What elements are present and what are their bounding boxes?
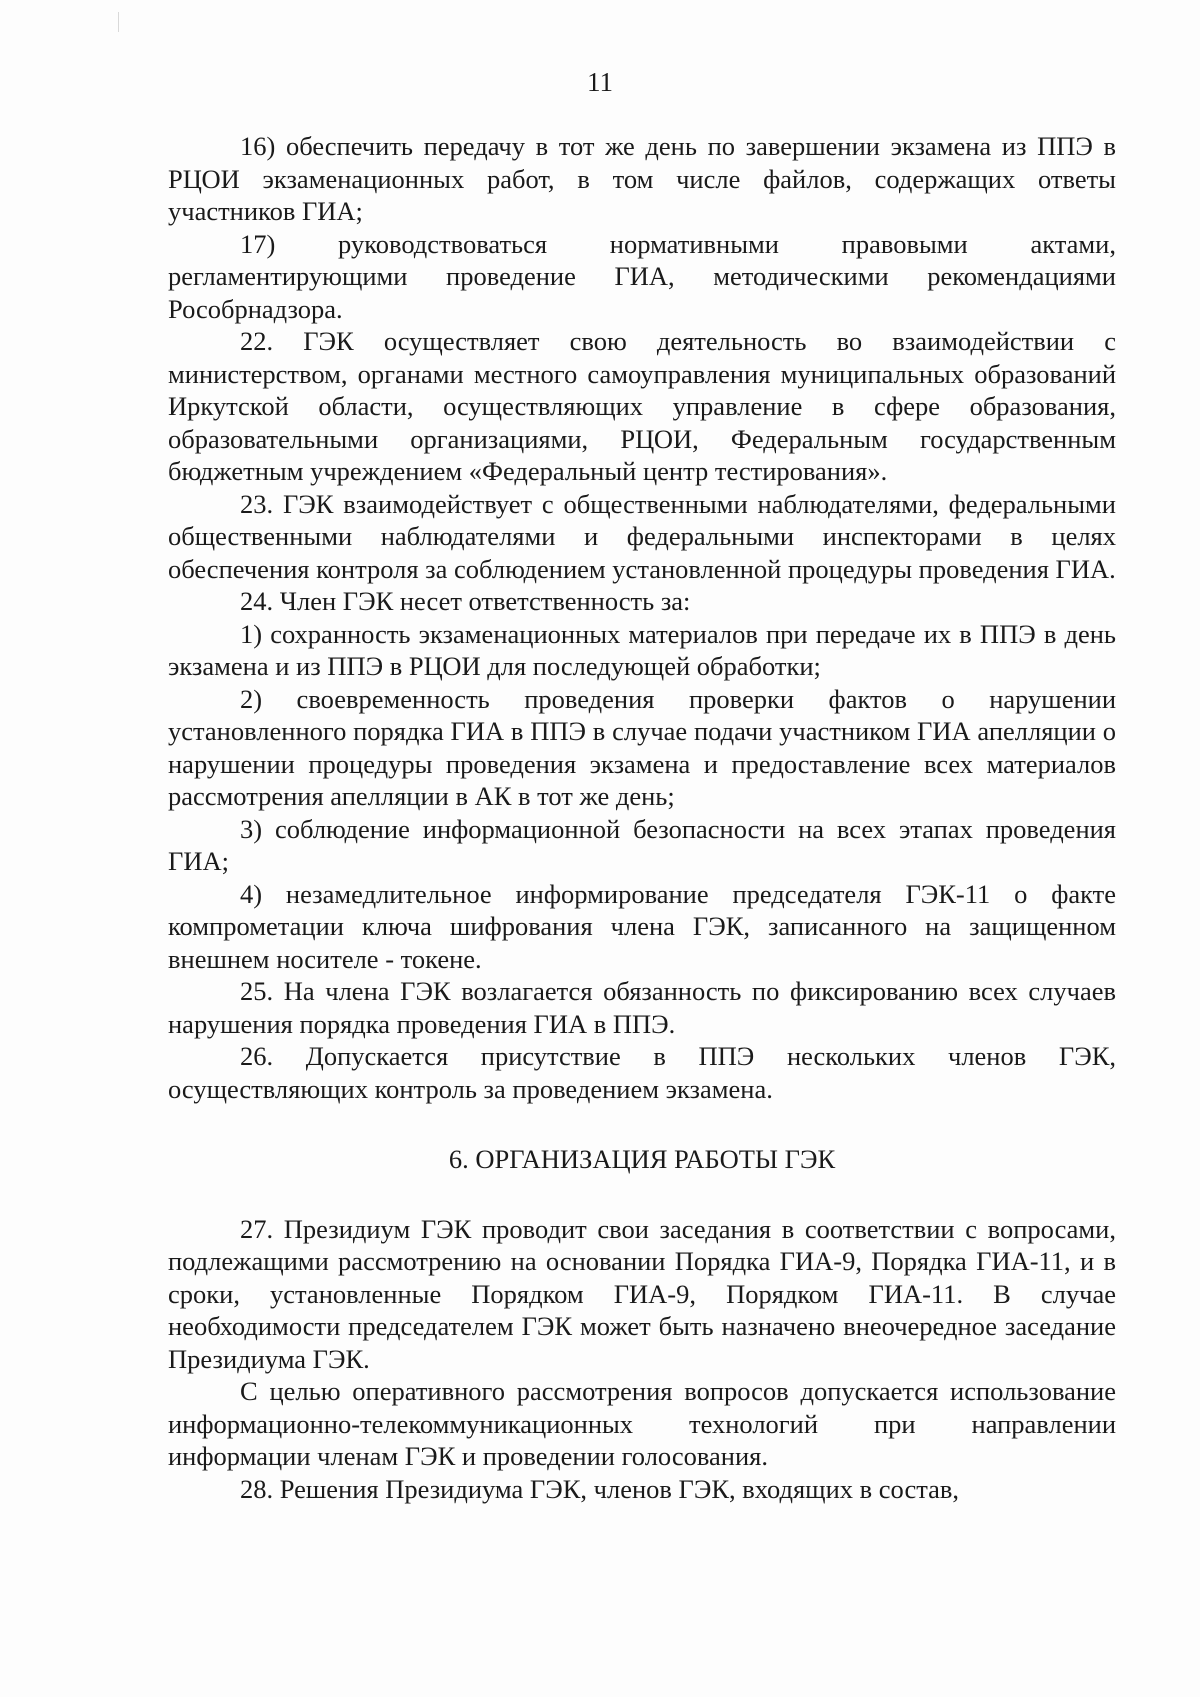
- paragraph-28: 28. Решения Президиума ГЭК, членов ГЭК, входящих в состав,: [240, 1473, 960, 1504]
- paragraph-24-item-2: 2) своевременность проведения проверки фактов о нарушении установленного порядка ГИА в ППЭ в случае подачи участником ГИА апелляции о нарушении процедуры проведения экзамена и предоставление всех материалов рассмотрения апелляции в АК в тот же день;: [168, 683, 1116, 811]
- paragraph-26: 26. Допускается присутствие в ППЭ нескольких членов ГЭК, осуществляющих контроль за проведением экзамена.: [168, 1041, 1116, 1104]
- document-body: [168, 130, 1116, 1505]
- paragraph-25: 25. На члена ГЭК возлагается обязанность по фиксированию всех случаев нарушения порядка проведения ГИА в ППЭ.: [168, 976, 1116, 1039]
- paragraph-24-item-3: 3) соблюдение информационной безопасности на всех этапах проведения ГИА;: [168, 813, 1116, 876]
- page-number: 11: [587, 67, 613, 97]
- paragraph-24-item-1: 1) сохранность экзаменационных материалов при передаче их в ППЭ в день экзамена и из ППЭ в РЦОИ для последующей обработки;: [168, 618, 1116, 681]
- paragraph-24: 24. Член ГЭК несет ответственность за:: [240, 586, 691, 616]
- paragraph-27: 27. Президиум ГЭК проводит свои заседания в соответствии с вопросами, подлежащими рассмотрению на основании Порядка ГИА-9, Порядка ГИА-11, и в сроки, установленные Порядком ГИА-9, Порядком ГИА-11. В случае необходимости председателем ГЭК может быть назначено внеочередное заседание Президиума ГЭК.: [168, 1213, 1116, 1374]
- scan-edge-mark: [118, 12, 119, 32]
- paragraph-16: 16) обеспечить передачу в тот же день по завершении экзамена из ППЭ в РЦОИ экзаменационных работ, в том числе файлов, содержащих ответы участников ГИА;: [168, 131, 1116, 226]
- paragraph-22: 22. ГЭК осуществляет свою деятельность во взаимодействии с министерством, органами местного самоуправления муниципальных образований Иркутской области, осуществляющих управление в сфере образования, образовательными организациями, РЦОИ, Федеральным государственным бюджетным учреждением «Федеральный центр тестирования».: [168, 326, 1116, 486]
- paragraph-17: 17) руководствоваться нормативными правовыми актами, регламентирующими проведение ГИА, методическими рекомендациями Рособрнадзора.: [168, 228, 1116, 324]
- section-heading: 6. ОРГАНИЗАЦИЯ РАБОТЫ ГЭК: [448, 1144, 836, 1174]
- paragraph-27-continued: С целью оперативного рассмотрения вопросов допускается использование информационно-телекоммуникационных технологий при направлении информации членам ГЭК и проведении голосования.: [168, 1376, 1116, 1471]
- paragraph-23: 23. ГЭК взаимодействует с общественными наблюдателями, федеральными общественными наблюдателями и федеральными инспекторами в целях обеспечения контроля за соблюдением установленной процедуры проведения ГИА.: [168, 488, 1116, 584]
- paragraph-24-item-4: 4) незамедлительное информирование председателя ГЭК-11 о факте компрометации ключа шифрования члена ГЭК, записанного на защищенном внешнем носителе - токене.: [168, 878, 1116, 974]
